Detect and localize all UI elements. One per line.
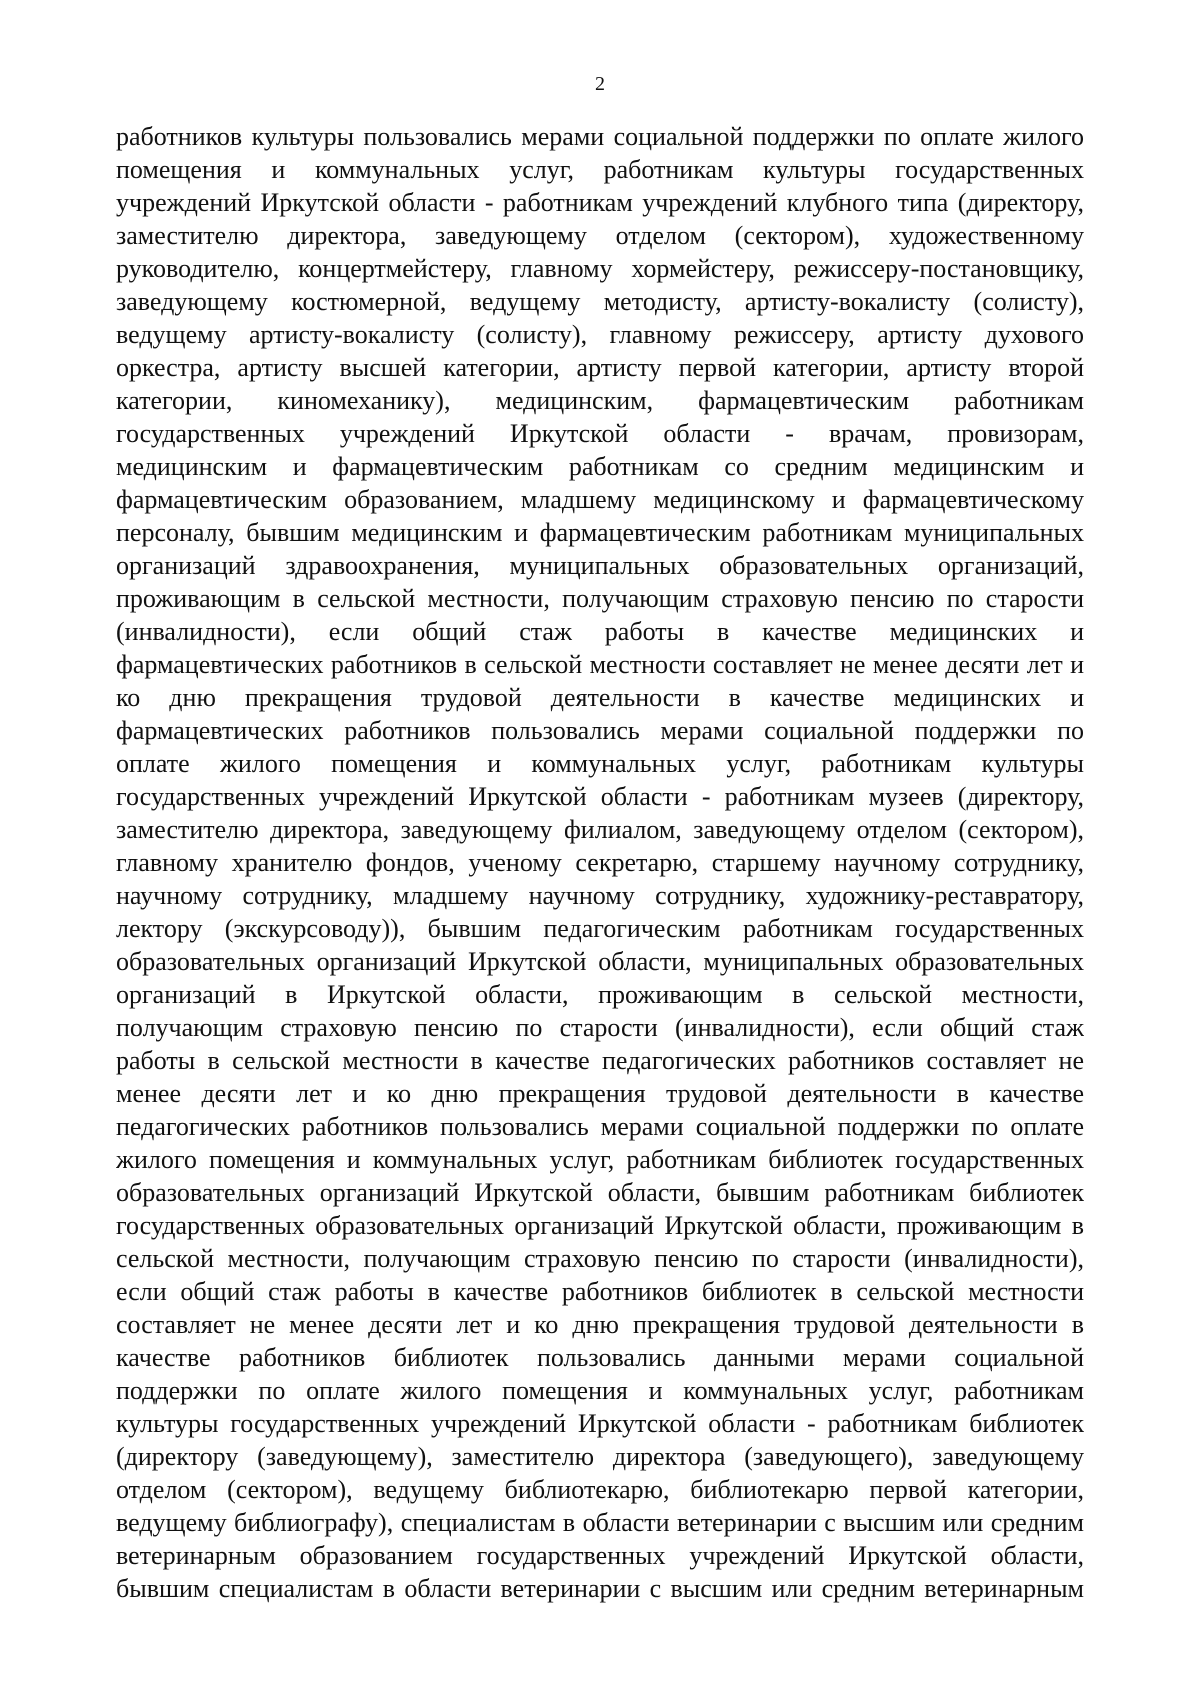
text-line: жилого помещения и коммунальных услуг, работникам библиотек государственных bbox=[116, 1145, 1084, 1174]
text-line: педагогических работников пользовались мерами социальной поддержки по оплате bbox=[116, 1112, 1084, 1141]
text-line: научному сотруднику, младшему научному сотруднику, художнику-реставратору, bbox=[116, 881, 1084, 910]
text-line: руководителю, концертмейстеру, главному хормейстеру, режиссеру-постановщику, bbox=[116, 254, 1084, 283]
text-line: государственных учреждений Иркутской области - работникам музеев (директору, bbox=[116, 782, 1084, 811]
text-line: фармацевтическим образованием, младшему медицинскому и фармацевтическому bbox=[116, 485, 1084, 514]
text-line: ведущему библиографу), специалистам в области ветеринарии с высшим или средним bbox=[116, 1508, 1084, 1537]
text-line: работы в сельской местности в качестве педагогических работников составляет не bbox=[116, 1046, 1084, 1075]
text-line: заместителю директора, заведующему отделом (сектором), художественному bbox=[116, 221, 1084, 250]
text-line: (директору (заведующему), заместителю директора (заведующего), заведующему bbox=[116, 1442, 1084, 1471]
text-line: медицинским и фармацевтическим работникам со средним медицинским и bbox=[116, 452, 1084, 481]
text-line: менее десяти лет и ко дню прекращения трудовой деятельности в качестве bbox=[116, 1079, 1084, 1108]
text-line: ведущему артисту-вокалисту (солисту), главному режиссеру, артисту духового bbox=[116, 320, 1084, 349]
text-line: если общий стаж работы в качестве работников библиотек в сельской местности bbox=[116, 1277, 1084, 1306]
text-line: главному хранителю фондов, ученому секретарю, старшему научному сотруднику, bbox=[116, 848, 1084, 877]
text-line: ко дню прекращения трудовой деятельности в качестве медицинских и bbox=[116, 683, 1084, 712]
text-line: заместителю директора, заведующему филиалом, заведующему отделом (сектором), bbox=[116, 815, 1084, 844]
text-line: проживающим в сельской местности, получающим страховую пенсию по старости bbox=[116, 584, 1084, 613]
text-line: образовательных организаций Иркутской области, муниципальных образовательных bbox=[116, 947, 1084, 976]
text-line: заведующему костюмерной, ведущему методисту, артисту-вокалисту (солисту), bbox=[116, 287, 1084, 316]
text-line: бывшим специалистам в области ветеринарии с высшим или средним ветеринарным bbox=[116, 1574, 1084, 1603]
text-line: государственных учреждений Иркутской области - врачам, провизорам, bbox=[116, 419, 1084, 448]
text-line: получающим страховую пенсию по старости (инвалидности), если общий стаж bbox=[116, 1013, 1084, 1042]
text-line: помещения и коммунальных услуг, работникам культуры государственных bbox=[116, 155, 1084, 184]
text-line: ветеринарным образованием государственных учреждений Иркутской области, bbox=[116, 1541, 1084, 1570]
text-line: лектору (экскурсоводу)), бывшим педагогическим работникам государственных bbox=[116, 914, 1084, 943]
text-line: (инвалидности), если общий стаж работы в качестве медицинских и bbox=[116, 617, 1084, 646]
text-line: образовательных организаций Иркутской области, бывшим работникам библиотек bbox=[116, 1178, 1084, 1207]
text-line: оркестра, артисту высшей категории, артисту первой категории, артисту второй bbox=[116, 353, 1084, 382]
text-line: организаций здравоохранения, муниципальных образовательных организаций, bbox=[116, 551, 1084, 580]
text-line: работников культуры пользовались мерами социальной поддержки по оплате жилого bbox=[116, 122, 1084, 151]
page-number: 2 bbox=[595, 73, 605, 95]
body-text bbox=[116, 120, 1084, 1605]
text-line: сельской местности, получающим страховую пенсию по старости (инвалидности), bbox=[116, 1244, 1084, 1273]
text-line: отделом (сектором), ведущему библиотекарю, библиотекарю первой категории, bbox=[116, 1475, 1084, 1504]
text-line: учреждений Иркутской области - работникам учреждений клубного типа (директору, bbox=[116, 188, 1084, 217]
text-line: поддержки по оплате жилого помещения и коммунальных услуг, работникам bbox=[116, 1376, 1084, 1405]
text-line: персоналу, бывшим медицинским и фармацевтическим работникам муниципальных bbox=[116, 518, 1084, 547]
text-line: категории, киномеханику), медицинским, фармацевтическим работникам bbox=[116, 386, 1084, 415]
text-line: фармацевтических работников в сельской местности составляет не менее десяти лет и bbox=[116, 650, 1084, 679]
text-line: организаций в Иркутской области, проживающим в сельской местности, bbox=[116, 980, 1084, 1009]
text-line: составляет не менее десяти лет и ко дню прекращения трудовой деятельности в bbox=[116, 1310, 1084, 1339]
text-line: государственных образовательных организаций Иркутской области, проживающим в bbox=[116, 1211, 1084, 1240]
text-line: фармацевтических работников пользовались мерами социальной поддержки по bbox=[116, 716, 1084, 745]
text-line: оплате жилого помещения и коммунальных услуг, работникам культуры bbox=[116, 749, 1084, 778]
text-line: культуры государственных учреждений Иркутской области - работникам библиотек bbox=[116, 1409, 1084, 1438]
text-line: качестве работников библиотек пользовались данными мерами социальной bbox=[116, 1343, 1084, 1372]
